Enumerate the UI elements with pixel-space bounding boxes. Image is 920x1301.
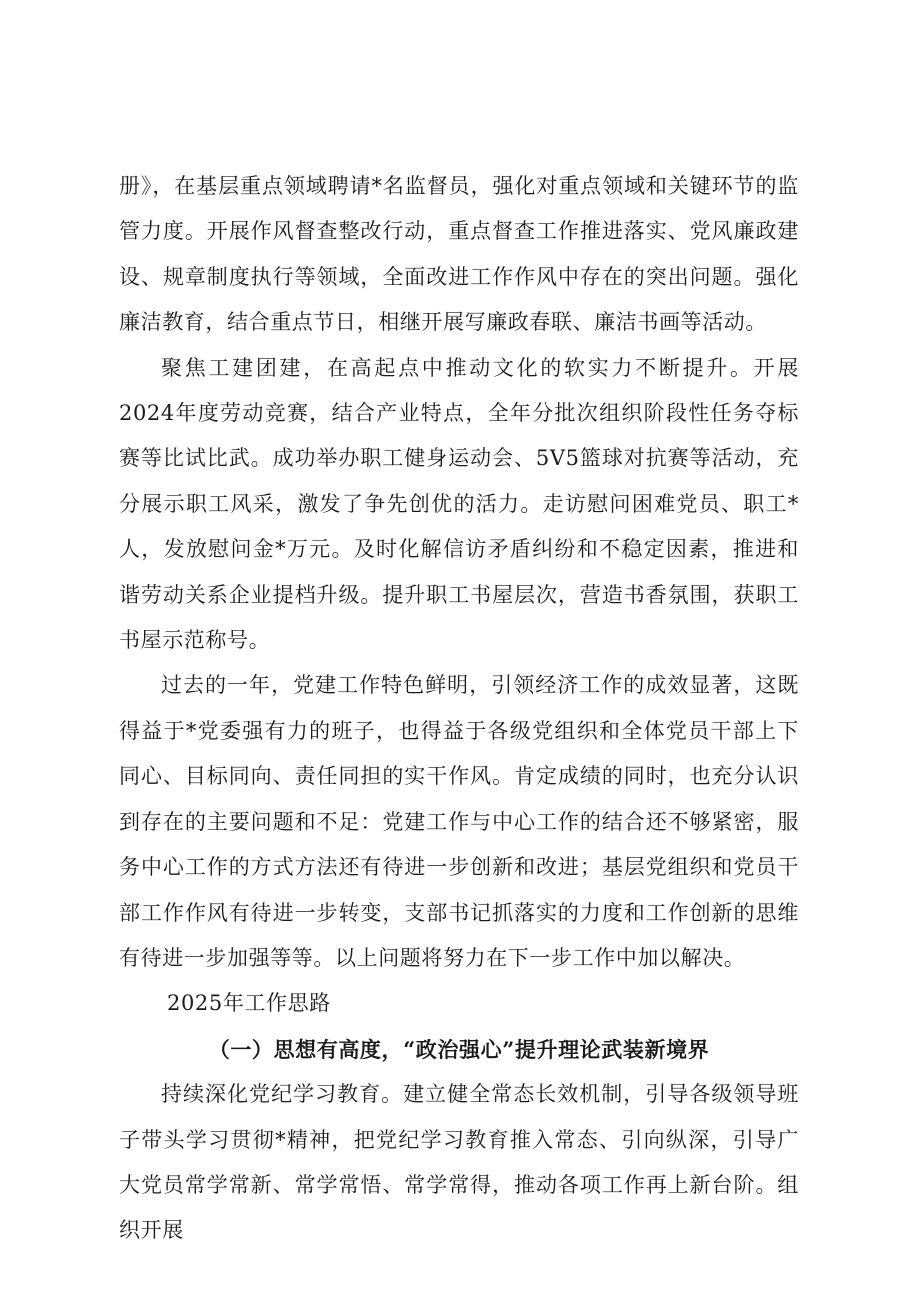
paragraph-party-discipline: 持续深化党纪学习教育。建立健全常态长效机制，引导各级领导班子带头学习贯彻*精神，把党纪学习教育推入常态、引向纵深，引导广大党员常学常新、常学常悟、常学常得，推动各项工作再上新台阶。组织开展 (119, 1082, 799, 1243)
document-body (119, 164, 799, 1254)
subsection-title: （一）思想有高度，“政治强心”提升理论武装新境界 (208, 1036, 710, 1062)
paragraph-union-culture: 聚焦工建团建，在高起点中推动文化的软实力不断提升。开展2024年度劳动竞赛，结合产业特点，全年分批次组织阶段性任务夺标赛等比试比武。成功举办职工健身运动会、5V5篮球对抗赛等活动，充分展示职工风采，激发了争先创优的活力。走访慰问困难党员、职工*人，发放慰问金*万元。及时化解信访矛盾纠纷和不稳定因素，推进和谐劳动关系企业提档升级。提升职工书屋层次，营造书香氛围，获职工书屋示范称号。 (119, 355, 799, 653)
section-title: 2025年工作思路 (167, 991, 331, 1016)
paragraph-summary-problems: 过去的一年，党建工作特色鲜明，引领经济工作的成效显著，这既得益于*党委强有力的班子，也得益于各级党组织和全体党员干部上下同心、目标同向、责任同担的实干作风。肯定成绩的同时，也充分认识到存在的主要问题和不足：党建工作与中心工作的结合还不够紧密，服务中心工作的方式方法还有待进一步创新和改进；基层党组织和党员干部工作作风有待进一步转变，支部书记抓落实的力度和工作创新的思维有待进一步加强等等。以上问题将努力在下一步工作中加以解决。 (119, 673, 799, 970)
paragraph-supervision: 册》，在基层重点领域聘请*名监督员，强化对重点领域和关键环节的监管力度。开展作风督查整改行动，重点督查工作推进落实、党风廉政建设、规章制度执行等领域，全面改进工作作风中存在的突出问题。强化廉洁教育，结合重点节日，相继开展写廉政春联、廉洁书画等活动。 (119, 174, 799, 335)
